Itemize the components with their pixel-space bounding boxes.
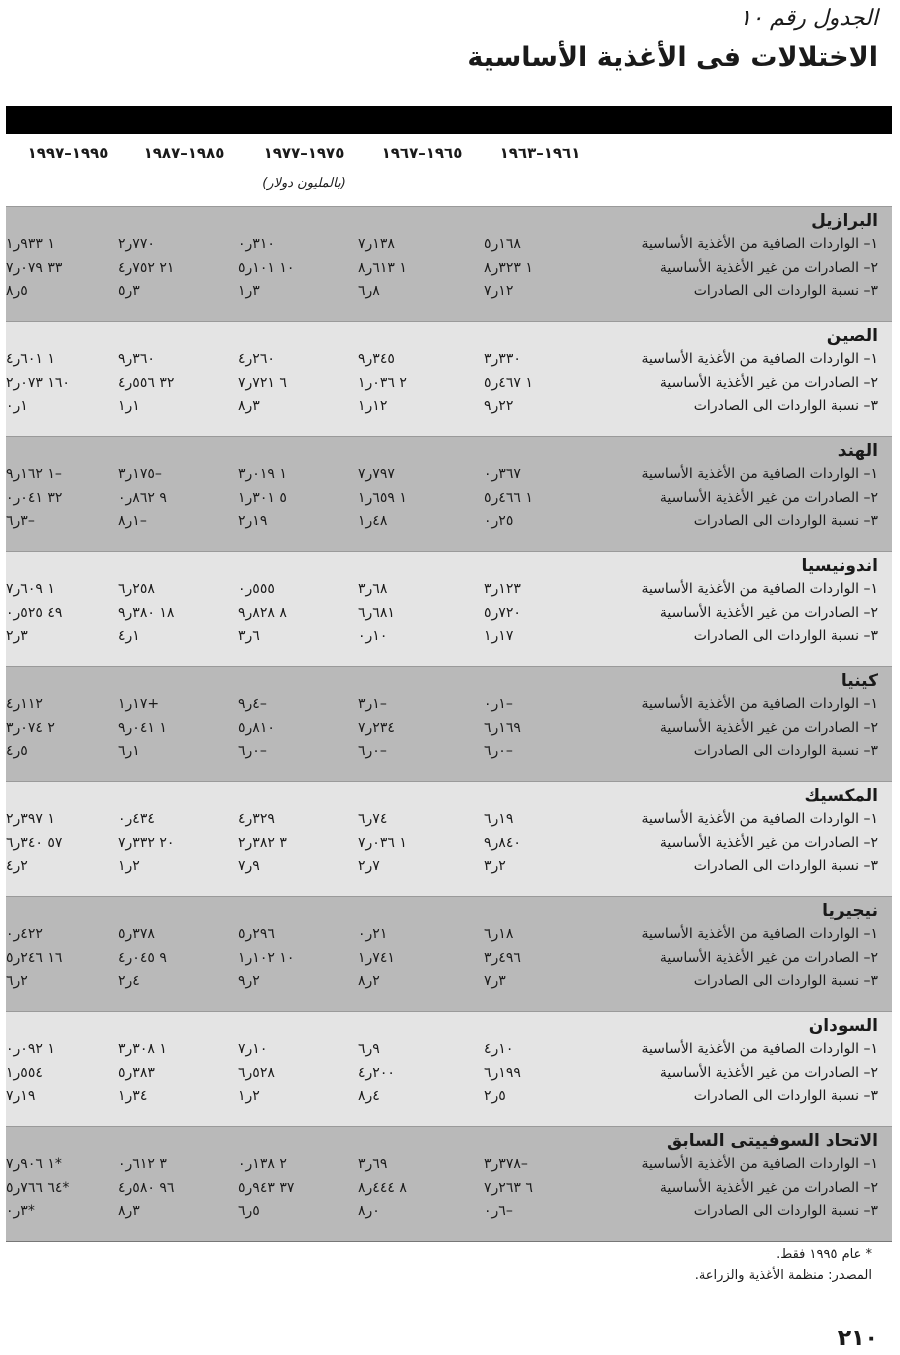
table-cell: ١ر٠ bbox=[6, 398, 28, 414]
table-cell: ٨ ٤٤٤ر٨ bbox=[358, 1180, 407, 1196]
row-label: ١– الواردات الصافية من الأغذية الأساسية bbox=[641, 696, 878, 712]
table-cell: ٣٦٧ر٠ bbox=[484, 466, 521, 482]
period-header: ١٩٨٥–١٩٨٧ bbox=[143, 144, 225, 162]
table-row bbox=[6, 625, 892, 647]
table-cell: ٦ ٧٢١ر٧ bbox=[238, 375, 287, 391]
row-label: ٣– نسبة الواردات الى الصادرات bbox=[693, 973, 878, 989]
table-row bbox=[6, 693, 892, 715]
table-cell: –٠ر٦ bbox=[238, 743, 267, 759]
table-cell: ٥٥٤ر١ bbox=[6, 1065, 43, 1081]
table-cell: ٧٧٠ر٢ bbox=[118, 236, 155, 252]
row-label: ٣– نسبة الواردات الى الصادرات bbox=[693, 743, 878, 759]
table-row bbox=[6, 717, 892, 739]
table-cell: ٠ر٨ bbox=[358, 1203, 380, 1219]
country-name: السودان bbox=[808, 1016, 878, 1036]
table-cell: ١ ٦٥٩ر١ bbox=[358, 490, 407, 506]
table-row bbox=[6, 855, 892, 877]
table-cell: ١٠ ١٠١ر٥ bbox=[238, 260, 295, 276]
table-row bbox=[6, 233, 892, 255]
country-section bbox=[6, 1011, 892, 1126]
table-row bbox=[6, 510, 892, 532]
table-row bbox=[6, 348, 892, 370]
table-cell: ١ ٤٦٦ر٥ bbox=[484, 490, 533, 506]
country-name: المكسيك bbox=[804, 786, 878, 806]
table-cell: ٩ ٠٤٥ر٤ bbox=[118, 950, 167, 966]
table-cell: ٤٨ر١ bbox=[358, 513, 388, 529]
table-cell: ٣٤ر١ bbox=[118, 1088, 148, 1104]
table-cell: ٢ر١ bbox=[118, 858, 140, 874]
row-label: ٣– نسبة الواردات الى الصادرات bbox=[693, 398, 878, 414]
table-label: الجدول رقم ١٠ bbox=[739, 6, 878, 31]
table-cell: ٥ر٤ bbox=[6, 743, 28, 759]
table-cell: ٦ ٢٦٣ر٧ bbox=[484, 1180, 533, 1196]
table-row bbox=[6, 578, 892, 600]
country-name: الصين bbox=[826, 326, 878, 346]
period-header: ١٩٦١–١٩٦٣ bbox=[499, 144, 581, 162]
table-cell: –١٧٥ر٣ bbox=[118, 466, 162, 482]
table-cell: ١ ٠٤١ر٩ bbox=[118, 720, 167, 736]
table-cell: ٢٥٨ر٦ bbox=[118, 581, 155, 597]
row-label: ٢– الصادرات من غير الأغذية الأساسية bbox=[659, 1065, 878, 1081]
table-row bbox=[6, 1153, 892, 1175]
row-label: ٣– نسبة الواردات الى الصادرات bbox=[693, 858, 878, 874]
country-section bbox=[6, 551, 892, 666]
table-cell: ١١٢ر٤ bbox=[6, 696, 43, 712]
country-section bbox=[6, 781, 892, 896]
table-row bbox=[6, 832, 892, 854]
row-label: ٣– نسبة الواردات الى الصادرات bbox=[693, 1088, 878, 1104]
table-cell: ٥٧ ٣٤٠ر٦ bbox=[6, 835, 63, 851]
country-name: كينيا bbox=[840, 671, 878, 691]
table-cell: ٣ر٥ bbox=[118, 283, 140, 299]
table-cell: ٤٣٤ر٠ bbox=[118, 811, 155, 827]
table-cell: –١ر٣ bbox=[358, 696, 387, 712]
table-cell: ٣ر٢ bbox=[6, 628, 28, 644]
table-cell: ٢٥ر٠ bbox=[484, 513, 514, 529]
table-cell: ٤٩ ٥٢٥ر٠ bbox=[6, 605, 63, 621]
country-section bbox=[6, 896, 892, 1011]
table-row bbox=[6, 280, 892, 302]
table-cell: ٧٩٧ر٧ bbox=[358, 466, 395, 482]
table-cell: ٣٢ ٠٤١ر٠ bbox=[6, 490, 63, 506]
table-cell: ٢ر٩ bbox=[238, 973, 260, 989]
country-name: الهند bbox=[837, 441, 878, 461]
table-cell: ٣ر٧ bbox=[484, 973, 506, 989]
table-cell: ١٨ ٣٨٠ر٩ bbox=[118, 605, 175, 621]
table-cell: ١٦٩ر٦ bbox=[484, 720, 521, 736]
row-label: ٣– نسبة الواردات الى الصادرات bbox=[693, 283, 878, 299]
row-label: ٣– نسبة الواردات الى الصادرات bbox=[693, 628, 878, 644]
table-cell: ١٩ر٢ bbox=[238, 513, 268, 529]
table-cell: ٣١٠ر٠ bbox=[238, 236, 275, 252]
table-cell: ٦ر٣ bbox=[238, 628, 260, 644]
row-label: ٢– الصادرات من غير الأغذية الأساسية bbox=[659, 835, 878, 851]
table-row bbox=[6, 463, 892, 485]
table-cell: ١ ٦٠٩ر٧ bbox=[6, 581, 55, 597]
table-cell: ٣٢ ٥٥٦ر٤ bbox=[118, 375, 175, 391]
table-cell: ٢ ٠٧٤ر٣ bbox=[6, 720, 55, 736]
table-cell: ١٩٩ر٦ bbox=[484, 1065, 521, 1081]
table-cell: ١ر١ bbox=[118, 398, 140, 414]
table-row bbox=[6, 1177, 892, 1199]
table-row bbox=[6, 1085, 892, 1107]
table-cell: –٠ر٦ bbox=[484, 743, 513, 759]
table-cell: ١٩ر٧ bbox=[6, 1088, 36, 1104]
table-cell: ٥٢٨ر٦ bbox=[238, 1065, 275, 1081]
table-cell: ٣ر٨ bbox=[118, 1203, 140, 1219]
table-cell: ١ر٦ bbox=[118, 743, 140, 759]
table-cell: ٩ر٧ bbox=[238, 858, 260, 874]
table-cell: –١ ١٦٢ر٩ bbox=[6, 466, 62, 482]
table-cell: ٢٩٦ر٥ bbox=[238, 926, 275, 942]
table-cell: ١ ٦٠١ر٤ bbox=[6, 351, 55, 367]
table-cell: ١٠ ١٠٢ر١ bbox=[238, 950, 295, 966]
table-cell: ٨٤٠ر٩ bbox=[484, 835, 521, 851]
table-cell: ١٠ر٠ bbox=[358, 628, 388, 644]
table-cell: ١ ٦١٣ر٨ bbox=[358, 260, 407, 276]
table-cell: ٥٥٥ر٠ bbox=[238, 581, 275, 597]
period-header: ١٩٩٥–١٩٩٧ bbox=[27, 144, 109, 162]
table-cell: ١٢٣ر٣ bbox=[484, 581, 521, 597]
table-cell: ١ ٣٢٣ر٨ bbox=[484, 260, 533, 276]
table-cell: ٢٦٠ر٤ bbox=[238, 351, 275, 367]
table-row bbox=[6, 395, 892, 417]
table-cell: ١٨ر٦ bbox=[484, 926, 514, 942]
table-cell: –٣٧٨ر٣ bbox=[484, 1156, 528, 1172]
table-cell: ٣٧٨ر٥ bbox=[118, 926, 155, 942]
table-cell: ٢ ١٣٨ر٠ bbox=[238, 1156, 287, 1172]
table-cell: ٥ ٣٠١ر١ bbox=[238, 490, 287, 506]
table-cell: ١٣٨ر٧ bbox=[358, 236, 395, 252]
table-cell: ٢ ٠٣٦ر١ bbox=[358, 375, 407, 391]
table-cell: ٣ر٨ bbox=[238, 398, 260, 414]
table-row bbox=[6, 487, 892, 509]
table-cell: ١ ٤٦٧ر٥ bbox=[484, 375, 533, 391]
page-title: الاختلالات فى الأغذية الأساسية bbox=[467, 42, 878, 73]
table-cell: ٤ر٨ bbox=[358, 1088, 380, 1104]
table-row bbox=[6, 372, 892, 394]
row-label: ٢– الصادرات من غير الأغذية الأساسية bbox=[659, 260, 878, 276]
row-label: ١– الواردات الصافية من الأغذية الأساسية bbox=[641, 811, 878, 827]
table-cell: ٢١ ٧٥٢ر٤ bbox=[118, 260, 175, 276]
country-name: الاتحاد السوفييتى السابق bbox=[667, 1131, 878, 1151]
table-cell: ١ ٣٩٧ر٢ bbox=[6, 811, 55, 827]
table-cell: ٦٨١ر٦ bbox=[358, 605, 395, 621]
row-label: ٢– الصادرات من غير الأغذية الأساسية bbox=[659, 950, 878, 966]
page-number: ٢١٠ bbox=[837, 1326, 878, 1351]
table-cell: –٤ر٩ bbox=[238, 696, 267, 712]
table-cell: ١٠ر٤ bbox=[484, 1041, 514, 1057]
table-row bbox=[6, 1062, 892, 1084]
table-cell: ٦٨ر٣ bbox=[358, 581, 388, 597]
table-cell: ١ ٣٠٨ر٣ bbox=[118, 1041, 167, 1057]
table-cell: ٥ر٨ bbox=[6, 283, 28, 299]
table-cell: ١٦٨ر٥ bbox=[484, 236, 521, 252]
country-section bbox=[6, 1126, 892, 1242]
table-cell: ٥ر٦ bbox=[238, 1203, 260, 1219]
table-cell: –١ر٨ bbox=[118, 513, 147, 529]
table-cell: ٤٢٢ر٠ bbox=[6, 926, 43, 942]
table-cell: ٣٦٠ر٩ bbox=[118, 351, 155, 367]
table-cell: ٢٣٤ر٧ bbox=[358, 720, 395, 736]
table-cell: ٢١ر٠ bbox=[358, 926, 388, 942]
country-section bbox=[6, 206, 892, 321]
row-label: ١– الواردات الصافية من الأغذية الأساسية bbox=[641, 466, 878, 482]
table-cell: ١٢ر١ bbox=[358, 398, 388, 414]
table-cell: ٣٣ ٠٧٩ر٧ bbox=[6, 260, 63, 276]
table-row bbox=[6, 923, 892, 945]
table-cell: ١ ٠٣٦ر٧ bbox=[358, 835, 407, 851]
table-cell: ٧٢٠ر٥ bbox=[484, 605, 521, 621]
country-section bbox=[6, 321, 892, 436]
row-label: ٣– نسبة الواردات الى الصادرات bbox=[693, 1203, 878, 1219]
table-cell: –٦ر٠ bbox=[484, 1203, 513, 1219]
country-name: اندونيسيا bbox=[801, 556, 878, 576]
column-header-row bbox=[6, 134, 892, 206]
row-label: ٢– الصادرات من غير الأغذية الأساسية bbox=[659, 605, 878, 621]
country-name: نيجيريا bbox=[822, 901, 878, 921]
row-label: ٢– الصادرات من غير الأغذية الأساسية bbox=[659, 375, 878, 391]
table-cell: ١٧ر١ bbox=[484, 628, 514, 644]
table-cell: –٣ر٦ bbox=[6, 513, 35, 529]
table-cell: ٣ر١ bbox=[238, 283, 260, 299]
table-cell: ٥ر٢ bbox=[484, 1088, 506, 1104]
table-cell: ٨ر٦ bbox=[358, 283, 380, 299]
table-cell: ٢ر٤ bbox=[6, 858, 28, 874]
table-row bbox=[6, 808, 892, 830]
table-cell: ٩ ٨٦٢ر٠ bbox=[118, 490, 167, 506]
table-cell: ٣ ٦١٢ر٠ bbox=[118, 1156, 167, 1172]
table-cell: ٢ر٣ bbox=[484, 858, 506, 874]
row-label: ٣– نسبة الواردات الى الصادرات bbox=[693, 513, 878, 529]
table-cell: ٢ر١ bbox=[238, 1088, 260, 1104]
table-cell: *١ ٩٠٦ر٧ bbox=[6, 1156, 62, 1172]
country-section bbox=[6, 436, 892, 551]
table-cell: ٣٨٣ر٥ bbox=[118, 1065, 155, 1081]
table-cell: ٤٩٦ر٣ bbox=[484, 950, 521, 966]
row-label: ١– الواردات الصافية من الأغذية الأساسية bbox=[641, 1041, 878, 1057]
table-cell: ٣٢٩ر٤ bbox=[238, 811, 275, 827]
table-cell: ١٦ ٢٤٦ر٥ bbox=[6, 950, 63, 966]
header-black-bar bbox=[6, 106, 892, 134]
table-cell: ٣٣٠ر٣ bbox=[484, 351, 521, 367]
row-label: ٢– الصادرات من غير الأغذية الأساسية bbox=[659, 1180, 878, 1196]
table-cell: ٧٤١ر١ bbox=[358, 950, 395, 966]
row-label: ١– الواردات الصافية من الأغذية الأساسية bbox=[641, 1156, 878, 1172]
table-cell: ٢ر٦ bbox=[6, 973, 28, 989]
table-cell: ١٩ر٦ bbox=[484, 811, 514, 827]
table-cell: ٢٢ر٩ bbox=[484, 398, 514, 414]
table-cell: ٣٤٥ر٩ bbox=[358, 351, 395, 367]
table-cell: –١ر٠ bbox=[484, 696, 513, 712]
table-cell: ٢٠٠ر٤ bbox=[358, 1065, 395, 1081]
table-cell: ٣٧ ٩٤٣ر٥ bbox=[238, 1180, 295, 1196]
table-cell: ٦٩ر٣ bbox=[358, 1156, 388, 1172]
row-label: ١– الواردات الصافية من الأغذية الأساسية bbox=[641, 926, 878, 942]
table-cell: ٩٦ ٥٨٠ر٤ bbox=[118, 1180, 175, 1196]
table-row bbox=[6, 602, 892, 624]
country-section bbox=[6, 666, 892, 781]
footnote-source: المصدر: منظمة الأغذية والزراعة. bbox=[694, 1268, 872, 1283]
row-label: ١– الواردات الصافية من الأغذية الأساسية bbox=[641, 581, 878, 597]
table-cell: ٨ ٨٢٨ر٩ bbox=[238, 605, 287, 621]
table-row bbox=[6, 257, 892, 279]
footnote-note: * عام ١٩٩٥ فقط. bbox=[776, 1247, 872, 1262]
row-label: ١– الواردات الصافية من الأغذية الأساسية bbox=[641, 236, 878, 252]
table-cell: –٠ر٦ bbox=[358, 743, 387, 759]
table-cell: +١٧ر١ bbox=[118, 696, 160, 712]
table-cell: ١ر٤ bbox=[118, 628, 140, 644]
food-imbalance-table bbox=[6, 134, 892, 1242]
country-name: البرازيل bbox=[811, 211, 878, 231]
table-cell: ٧٤ر٦ bbox=[358, 811, 388, 827]
table-cell: ٤ر٢ bbox=[118, 973, 140, 989]
table-cell: ١ ٠٩٢ر٠ bbox=[6, 1041, 55, 1057]
period-header: ١٩٦٥–١٩٦٧ bbox=[381, 144, 463, 162]
row-label: ٢– الصادرات من غير الأغذية الأساسية bbox=[659, 490, 878, 506]
table-cell: *٦٤ ٧٦٦ر٥ bbox=[6, 1180, 70, 1196]
table-cell: ١٦٠ ٠٧٣ر٢ bbox=[6, 375, 70, 391]
table-row bbox=[6, 1038, 892, 1060]
table-cell: ٢٠ ٣٣٢ر٧ bbox=[118, 835, 175, 851]
table-cell: ١٠ر٧ bbox=[238, 1041, 268, 1057]
period-header: ١٩٧٥–١٩٧٧ bbox=[263, 144, 345, 162]
table-cell: ١٢ر٧ bbox=[484, 283, 514, 299]
table-row bbox=[6, 970, 892, 992]
table-cell: ٩ر٦ bbox=[358, 1041, 380, 1057]
unit-label: (بالمليون دولار) bbox=[262, 176, 346, 191]
table-cell: ٧ر٢ bbox=[358, 858, 380, 874]
row-label: ١– الواردات الصافية من الأغذية الأساسية bbox=[641, 351, 878, 367]
row-label: ٢– الصادرات من غير الأغذية الأساسية bbox=[659, 720, 878, 736]
table-row bbox=[6, 740, 892, 762]
table-cell: *٣ر٠ bbox=[6, 1203, 35, 1219]
table-row bbox=[6, 947, 892, 969]
table-row bbox=[6, 1200, 892, 1222]
table-cell: ١ ٠١٩ر٣ bbox=[238, 466, 287, 482]
table-cell: ٨١٠ر٥ bbox=[238, 720, 275, 736]
table-cell: ٣ ٣٨٢ر٢ bbox=[238, 835, 287, 851]
table-cell: ١ ٩٣٣ر١ bbox=[6, 236, 55, 252]
table-cell: ٢ر٨ bbox=[358, 973, 380, 989]
